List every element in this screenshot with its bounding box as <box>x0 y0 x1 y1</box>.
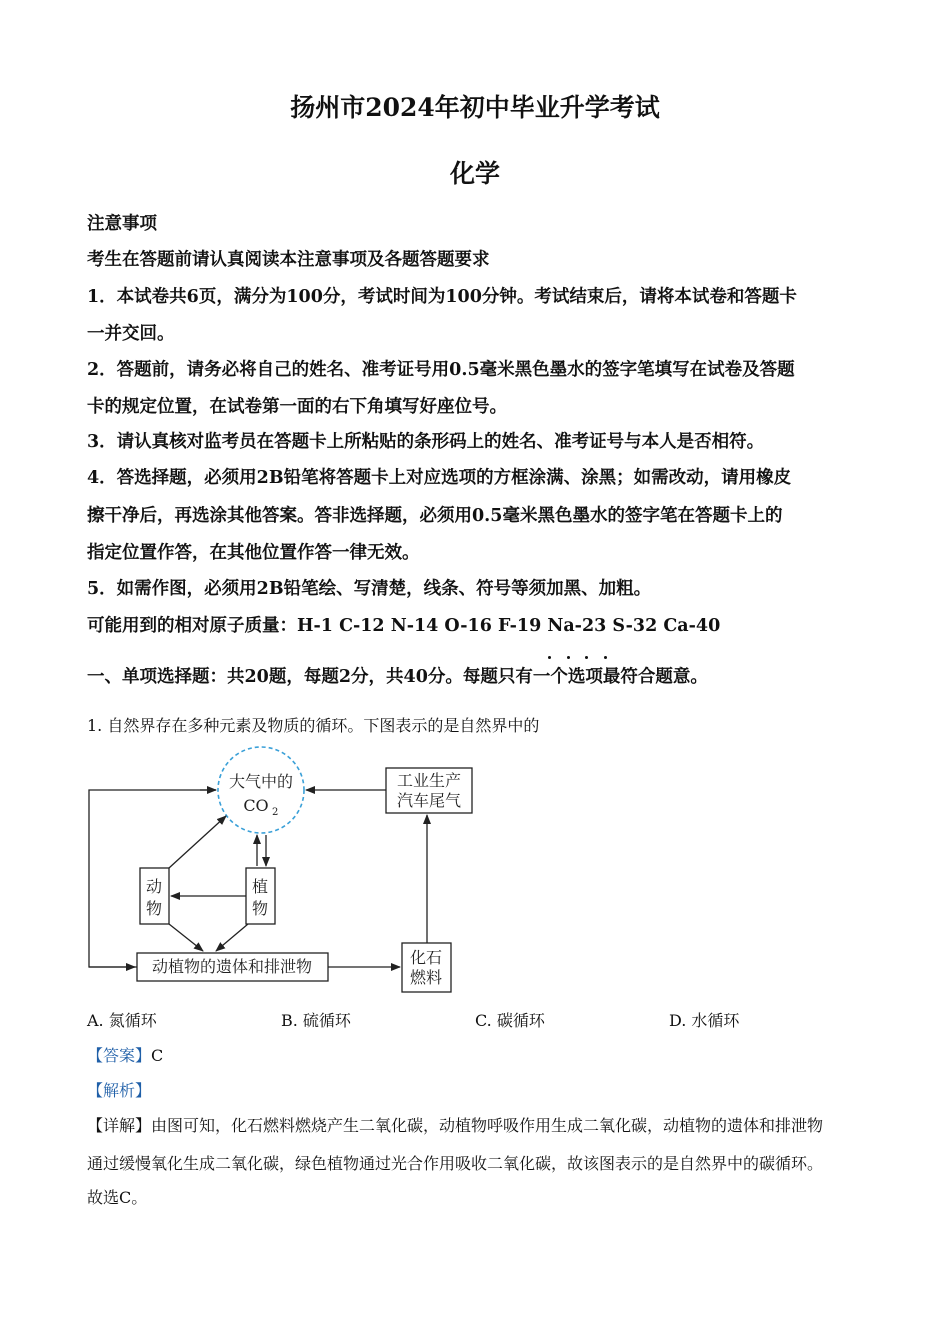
notice-intro: 考生在答题前请认真阅读本注意事项及各题答题要求 <box>87 250 490 270</box>
option-b[interactable]: B. 硫循环 <box>281 1011 351 1030</box>
emphasis-dot <box>585 656 588 659</box>
subject-title: 化学 <box>449 159 500 188</box>
remains-label: 动植物的遗体和排泄物 <box>151 957 313 976</box>
notice-line: 擦干净后，再选涂其他答案。答非选择题，必须用0.5毫米黑色墨水的签字笔在答题卡上的 <box>87 506 783 526</box>
answer-value: C <box>151 1046 164 1065</box>
co2-subscript: 2 <box>272 807 279 818</box>
option-c[interactable]: C. 碳循环 <box>475 1011 545 1030</box>
animal-label: 动 <box>145 877 163 896</box>
notice-line: 1．本试卷共6页，满分为100分，考试时间为100分钟。考试结束后，请将本试卷和答题卡 <box>87 287 797 307</box>
answer-tag: 【答案】 <box>87 1046 152 1065</box>
section-heading: 一、单项选择题：共20题，每题2分，共40分。每题只有一个选项最符合题意。 <box>87 667 708 687</box>
analysis-tag: 【解析】 <box>87 1081 152 1100</box>
detail-line: 故选C。 <box>87 1188 148 1207</box>
option-a[interactable]: A. 氮循环 <box>87 1011 157 1030</box>
atomic-masses: 可能用到的相对原子质量：H-1 C-12 N-14 O-16 F-19 Na-23 S-32 Ca-40 <box>87 616 721 636</box>
emphasis-dot <box>548 656 551 659</box>
plant-label: 物 <box>251 899 269 918</box>
notice-line: 卡的规定位置，在试卷第一面的右下角填写好座位号。 <box>87 397 507 417</box>
co2-label-line1: 大气中的 <box>228 772 294 791</box>
detail-line <box>87 1113 823 1136</box>
animal-label: 物 <box>145 899 163 918</box>
industry-label-line2: 汽车尾气 <box>396 791 462 810</box>
detail-line: 通过缓慢氧化生成二氧化碳，绿色植物通过光合作用吸收二氧化碳，故该图表示的是自然界中的碳循环。 <box>87 1154 824 1173</box>
exam-title: 扬州市2024年初中毕业升学考试 <box>290 93 660 122</box>
notice-line: 2．答题前，请务必将自己的姓名、准考证号用0.5毫米黑色墨水的签字笔填写在试卷及答题 <box>87 360 795 380</box>
emphasis-dot <box>567 656 570 659</box>
emphasis-dot <box>604 656 607 659</box>
plant-label: 植 <box>251 877 269 896</box>
co2-label-line2: CO <box>243 796 269 815</box>
fossil-label: 燃料 <box>409 968 443 987</box>
option-d[interactable]: D. 水循环 <box>669 1011 740 1030</box>
question-stem: 1. 自然界存在多种元素及物质的循环。下图表示的是自然界中的 <box>87 716 540 735</box>
notice-line: 4．答选择题，必须用2B铅笔将答题卡上对应选项的方框涂满、涂黑；如需改动，请用橡皮 <box>87 468 792 488</box>
notice-line: 5．如需作图，必须用2B铅笔绘、写清楚，线条、符号等须加黑、加粗。 <box>87 579 652 599</box>
notice-line: 3．请认真核对监考员在答题卡上所粘贴的条形码上的姓名、准考证号与本人是否相符。 <box>87 432 765 452</box>
carbon-cycle-diagram <box>80 740 480 1000</box>
industry-label-line1: 工业生产 <box>396 771 462 790</box>
notice-line: 一并交回。 <box>87 324 175 344</box>
notice-line: 指定位置作答，在其他位置作答一律无效。 <box>87 543 420 563</box>
answer-line <box>87 1043 163 1066</box>
detail-tag: 【详解】 <box>87 1116 152 1135</box>
notice-heading: 注意事项 <box>87 214 157 234</box>
fossil-label: 化石 <box>409 948 443 967</box>
detail-text: 由图可知，化石燃料燃烧产生二氧化碳，动植物呼吸作用生成二氧化碳，动植物的遗体和排泄物 <box>151 1116 824 1135</box>
